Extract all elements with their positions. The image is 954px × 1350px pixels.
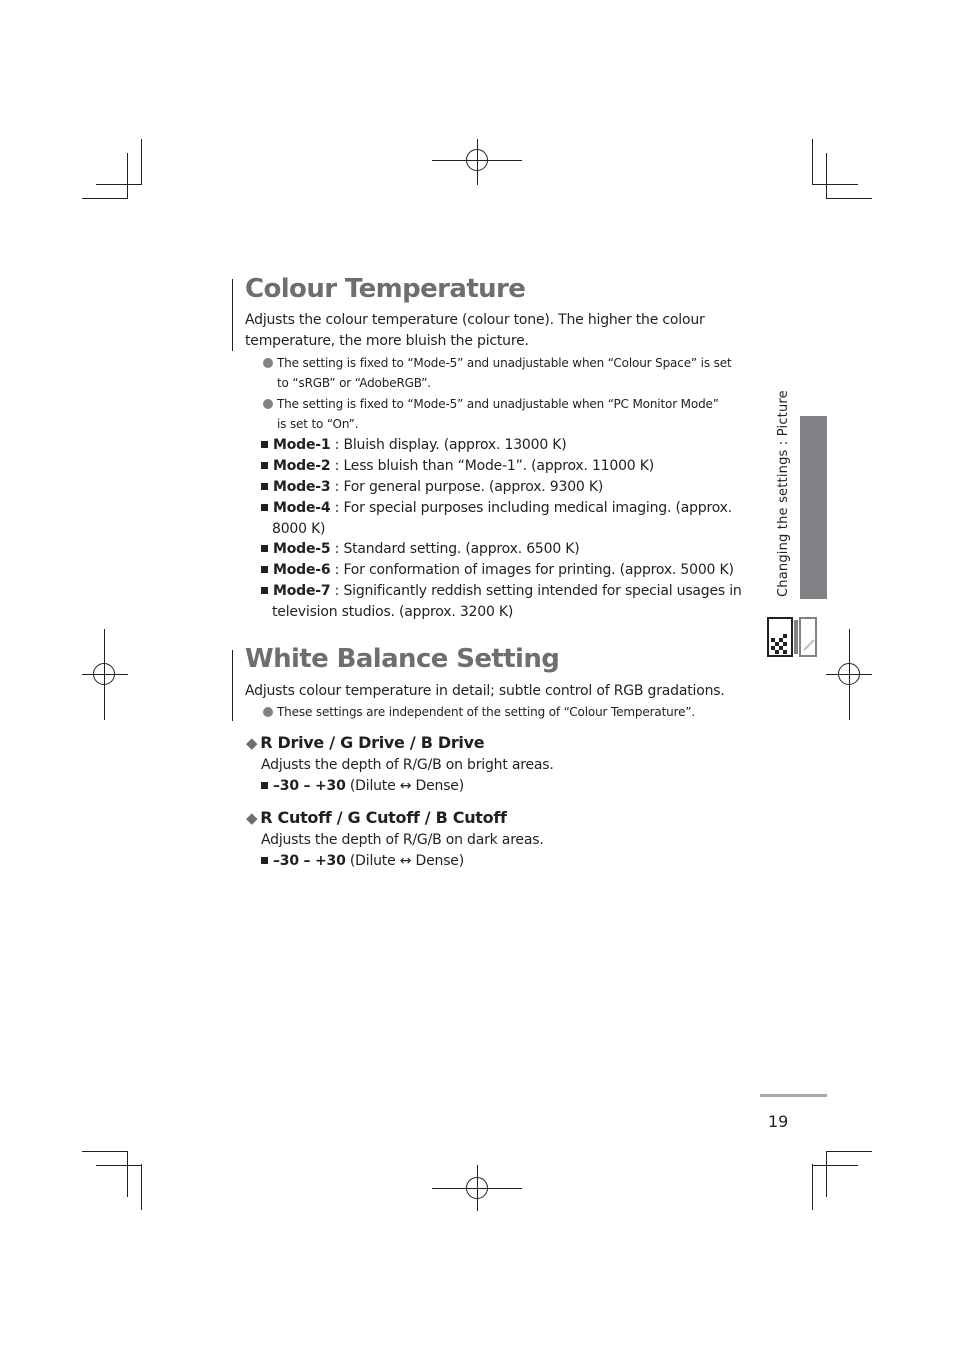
drive-description: Adjusts the depth of R/G/B on bright areas. — [261, 757, 554, 773]
drive-range: –30 – +30 (Dilute ↔ Dense) — [261, 776, 464, 797]
bullet-square-icon — [261, 483, 268, 490]
note-continuation: to “sRGB” or “AdobeRGB”. — [277, 376, 431, 390]
mode-item: Mode-1 : Bluish display. (approx. 13000 K) — [261, 435, 567, 456]
page-number: 19 — [768, 1112, 789, 1131]
mode-item-continuation: 8000 K) — [272, 521, 326, 537]
bullet-dot-icon — [263, 358, 273, 368]
mode-item: Mode-4 : For special purposes including medical imaging. (approx. — [261, 498, 732, 519]
cutoff-description: Adjusts the depth of R/G/B on dark areas. — [261, 832, 544, 848]
mode-item: Mode-7 : Significantly reddish setting intended for special usages in — [261, 581, 742, 602]
bullet-dot-icon — [263, 707, 273, 717]
note: The setting is fixed to “Mode-5” and unadjustable when “PC Monitor Mode” — [263, 394, 719, 415]
cutoff-heading: ◆ R Cutoff / G Cutoff / B Cutoff — [246, 808, 507, 827]
note: The setting is fixed to “Mode-5” and unadjustable when “Colour Space” is set — [263, 353, 732, 374]
mode-item: Mode-2 : Less bluish than “Mode-1”. (approx. 11000 K) — [261, 456, 654, 477]
diamond-icon: ◆ — [246, 809, 258, 827]
mode-item: Mode-6 : For conformation of images for printing. (approx. 5000 K) — [261, 560, 734, 581]
colour-temperature-title: Colour Temperature — [245, 274, 526, 304]
cutoff-range: –30 – +30 (Dilute ↔ Dense) — [261, 851, 464, 872]
section-bar — [232, 650, 233, 721]
drive-heading: ◆ R Drive / G Drive / B Drive — [246, 733, 485, 752]
bullet-square-icon — [261, 441, 268, 448]
note-continuation: is set to “On”. — [277, 417, 359, 431]
diamond-icon: ◆ — [246, 734, 258, 752]
bullet-square-icon — [261, 545, 268, 552]
bullet-square-icon — [261, 462, 268, 469]
bullet-dot-icon — [263, 399, 273, 409]
bullet-square-icon — [261, 504, 268, 511]
intro-line: Adjusts the colour temperature (colour tone). The higher the colour — [245, 312, 705, 328]
page-number-rule — [760, 1094, 827, 1097]
section-bar — [232, 279, 233, 351]
mode-item: Mode-3 : For general purpose. (approx. 9300 K) — [261, 477, 603, 498]
section-label: Changing the settings : Picture — [776, 390, 791, 597]
intro-line: temperature, the more bluish the picture. — [245, 333, 529, 349]
bullet-square-icon — [261, 566, 268, 573]
note: These settings are independent of the setting of “Colour Temperature”. — [263, 702, 695, 723]
bullet-square-icon — [261, 782, 268, 789]
bullet-square-icon — [261, 857, 268, 864]
picture-settings-icon — [766, 616, 818, 658]
section-tab — [800, 416, 827, 599]
bullet-square-icon — [261, 587, 268, 594]
mode-item: Mode-5 : Standard setting. (approx. 6500 K) — [261, 539, 580, 560]
mode-item-continuation: television studios. (approx. 3200 K) — [272, 604, 514, 620]
intro-line: Adjusts colour temperature in detail; subtle control of RGB gradations. — [245, 683, 725, 699]
white-balance-title: White Balance Setting — [245, 644, 560, 674]
